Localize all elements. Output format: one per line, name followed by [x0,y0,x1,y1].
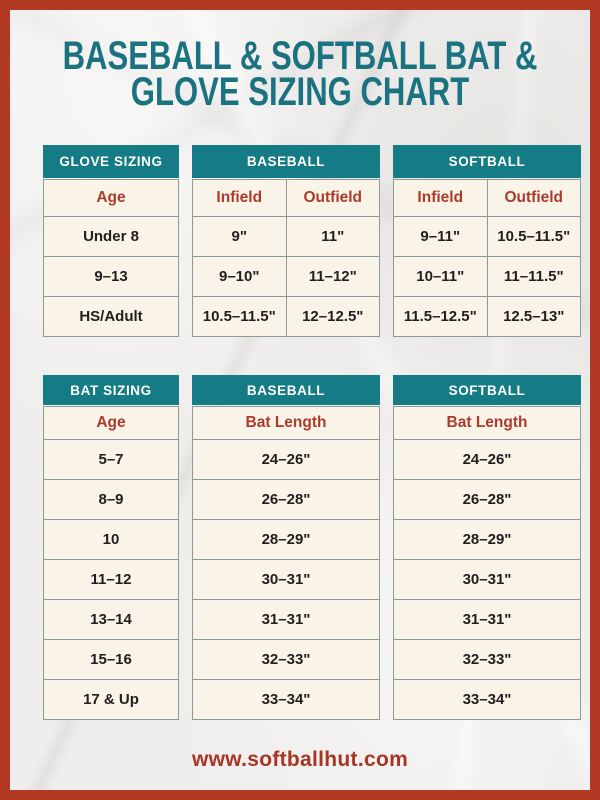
bat-length-cell: 31–31" [192,599,380,640]
bat-length-cell: 24–26" [393,439,581,480]
outfield-column-header: Outfield [487,179,582,217]
bat-age-cell: 5–7 [43,439,179,480]
bat-length-cell: 24–26" [192,439,380,480]
table-row [43,439,179,480]
bat-sizing-section [43,375,581,720]
website-url: www.softballhut.com [191,748,409,771]
glove-size-cell: 10–11" [393,256,488,297]
table-row [43,559,179,600]
table-row [43,599,179,640]
bat-age-cell: 8–9 [43,479,179,520]
table-row [43,296,179,337]
bat-length-cell: 28–29" [393,519,581,560]
glove-size-cell: 9–11" [393,216,488,257]
table-row [393,479,581,520]
bat-age-cell: 15–16 [43,639,179,680]
glove-age-cell: 9–13 [43,256,179,297]
bat-age-cell: 13–14 [43,599,179,640]
glove-size-cell: 12–12.5" [286,296,381,337]
glove-sizing-table-header: GLOVE SIZING [43,145,179,178]
bat-age-column-header: Age [43,406,179,440]
table-row [192,296,380,337]
table-row [192,639,380,680]
baseball-glove-table [192,145,380,337]
baseball-bat-table [192,375,380,720]
bat-length-cell: 26–28" [393,479,581,520]
bat-length-column-header: Bat Length [393,406,581,440]
bat-length-cell: 33–34" [192,679,380,720]
bat-length-cell: 26–28" [192,479,380,520]
bat-age-cell: 11–12 [43,559,179,600]
glove-size-cell: 11" [286,216,381,257]
table-row [393,679,581,720]
table-row [393,179,581,217]
table-row [43,216,179,257]
table-row [192,439,380,480]
table-row [393,256,581,297]
glove-size-cell: 12.5–13" [487,296,582,337]
baseball-glove-table-header: BASEBALL [192,145,380,178]
bat-sizing-table-header: BAT SIZING [43,375,179,405]
glove-size-cell: 9–10" [192,256,287,297]
bat-length-cell: 31–31" [393,599,581,640]
softball-glove-table-header: SOFTBALL [393,145,581,178]
table-row [192,179,380,217]
table-row [43,479,179,520]
table-row [393,599,581,640]
table-row [192,479,380,520]
bat-length-cell: 30–31" [393,559,581,600]
page-title-line-2: GLOVE SIZING CHART [130,69,470,114]
table-row [393,639,581,680]
bat-length-cell: 30–31" [192,559,380,600]
bat-length-cell: 32–33" [192,639,380,680]
table-row [192,559,380,600]
page-title [10,33,590,114]
bat-age-cell: 17 & Up [43,679,179,720]
baseball-bat-table-header: BASEBALL [192,375,380,405]
table-row [393,519,581,560]
table-row [192,599,380,640]
bat-sizing-age-table [43,375,179,720]
infield-column-header: Infield [192,179,287,217]
table-row [192,679,380,720]
softball-bat-table-header: SOFTBALL [393,375,581,405]
table-row [393,559,581,600]
glove-size-cell: 11–11.5" [487,256,582,297]
table-row [393,439,581,480]
table-row [192,216,380,257]
table-row [192,256,380,297]
table-row [393,296,581,337]
glove-size-cell: 11–12" [286,256,381,297]
table-row [43,679,179,720]
table-row [192,519,380,560]
bat-length-cell: 28–29" [192,519,380,560]
table-row [43,519,179,560]
outfield-column-header: Outfield [286,179,381,217]
infield-column-header: Infield [393,179,488,217]
glove-size-cell: 9" [192,216,287,257]
glove-sizing-age-table [43,145,179,337]
bat-age-cell: 10 [43,519,179,560]
bat-length-cell: 32–33" [393,639,581,680]
bat-length-column-header: Bat Length [192,406,380,440]
softball-glove-table [393,145,581,337]
page-title-line-1: BASEBALL & SOFTBALL BAT & [62,33,538,78]
softball-bat-table [393,375,581,720]
glove-size-cell: 10.5–11.5" [487,216,582,257]
glove-age-cell: Under 8 [43,216,179,257]
table-row [43,256,179,297]
glove-sizing-section [43,145,581,337]
glove-size-cell: 10.5–11.5" [192,296,287,337]
glove-age-column-header: Age [43,179,179,217]
glove-size-cell: 11.5–12.5" [393,296,488,337]
table-row [393,216,581,257]
glove-age-cell: HS/Adult [43,296,179,337]
table-row [43,639,179,680]
bat-length-cell: 33–34" [393,679,581,720]
